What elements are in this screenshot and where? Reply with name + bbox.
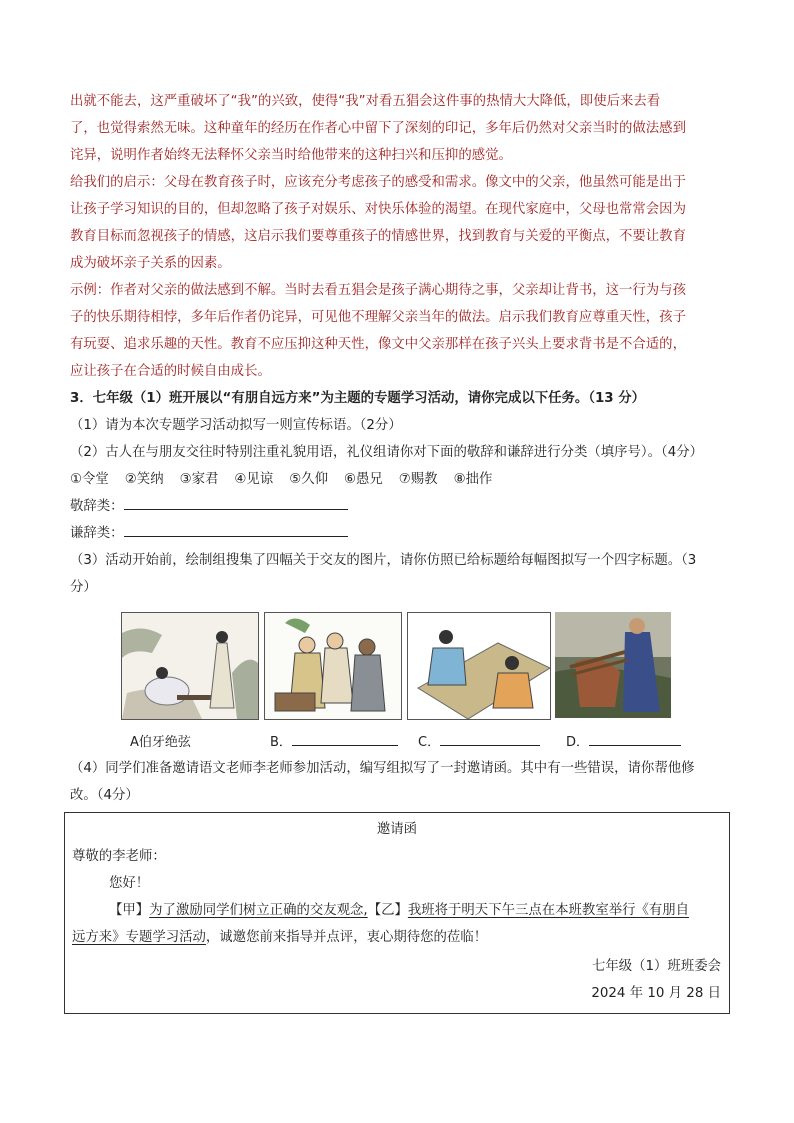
caption-c [418,731,540,750]
sub-question-3-line: （3）活动开始前，绘制组搜集了四幅关于交友的图片，请你仿照已给标题给每幅图拟写一个四字标题。（3 [70,553,697,568]
humble-answer-blank[interactable] [124,522,348,537]
text-line: 给我们的启示：父母在教育孩子时，应该充分考虑孩子的感受和需求。像文中的父亲，他虽然可能是出于 [70,175,686,190]
illustration-two-seated-figures [408,613,550,719]
option-item: ①令堂 [70,472,109,487]
text-line: 让孩子学习知识的目的，但却忽略了孩子对娱乐、对快乐体验的渴望。在现代家庭中，父母也常常会因为 [70,202,686,217]
option-item: ⑥愚兄 [343,472,383,487]
text-line: 成为破坏亲子关系的因素。 [70,256,231,271]
answer-section [70,88,730,601]
option-item: ③家君 [179,472,219,487]
sentence-yi-part-1[interactable]: 我班将于明天下午三点在本班教室举行《有朋自 [407,903,690,918]
sub-question-2: （2）古人在与朋友交往时特别注重礼貌用语，礼仪组请你对下面的敬辞和谦辞进行分类（填序号）。（4分） [70,445,703,460]
text-line: 了，也觉得索然无味。这种童年的经历在作者心中留下了深刻的印记，多年后仍然对父亲当时的做法感到 [70,121,686,136]
painting-kneeling-figure [555,612,671,718]
text-line: 诧异，说明作者始终无法释怀父亲当时给他带来的这种扫兴和压抑的感觉。 [70,148,512,163]
letter-sender: 七年级（1）班班委会 [591,959,721,974]
option-item: ②笑纳 [124,472,164,487]
text-line: 教育目标而忽视孩子的情感，这启示我们要尊重孩子的情感世界，找到教育与关爱的平衡点，不要让教育 [70,229,686,244]
caption-d [566,731,681,750]
caption-c-blank[interactable] [440,733,540,746]
word-options [70,466,730,493]
letter-body-rest: ，诚邀您前来指导并点评，衷心期待您的莅临！ [205,930,488,945]
caption-d-label: D． [566,735,590,750]
sub-question-1: （1）请为本次专题学习活动拟写一则宣传标语。（2分） [70,418,402,433]
answer-paragraph-1 [70,88,730,169]
respect-label: 敬辞类： [70,499,124,514]
marker-yi: 【乙】 [367,903,408,918]
caption-b-label: B． [270,735,292,750]
ink-painting-illustration [122,613,258,719]
friendship-images [121,612,681,720]
humble-words-row [70,520,730,547]
option-item: ④见谅 [234,472,274,487]
caption-a: A伯牙绝弦 [130,735,191,750]
letter-date: 2024 年 10 月 28 日 [591,986,721,1001]
respect-words-row [70,493,730,520]
humble-label: 谦辞类： [70,526,124,541]
letter-greeting: 您好！ [109,876,150,891]
text-line: 出就不能去，这严重破坏了“我”的兴致，使得“我”对看五猖会这件事的热情大大降低，即使后来去看 [70,94,661,109]
letter-body-line-1 [109,897,689,925]
question-3-title: 3．七年级（1）班开展以“有朋自远方来”为主题的专题学习活动，请你完成以下任务。（13 分） [70,391,646,406]
sub-question-4-line: 改。（4分） [70,788,139,803]
illustration-three-figures [265,613,401,719]
image-d-carrying-thorns [555,612,671,718]
image-a-boya-zither [121,612,259,720]
text-line: 有玩耍、追求乐趣的天性。教育不应压抑这种天性，像文中父亲那样在孩子兴头上要求背书是不合适的， [70,337,686,352]
image-captions [0,731,794,751]
letter-body-line-2 [72,924,487,952]
text-line: 应让孩子在合适的时候自由成长。 [70,364,271,379]
caption-d-blank[interactable] [589,733,681,746]
sub-question-4-line: （4）同学们准备邀请语文老师李老师参加活动，编写组拟写了一封邀请函。其中有一些错误，请你帮他修 [70,761,695,776]
caption-c-label: C． [418,735,441,750]
caption-b [270,731,398,750]
image-c-cutting-mat [407,612,551,720]
text-line: 子的快乐期待相悖，多年后作者仍诧异，可见他不理解父亲当年的做法。启示我们教育应尊重天性，孩子 [70,310,686,325]
answer-paragraph-2 [70,169,730,277]
sentence-yi-part-2[interactable]: 远方来》专题学习活动 [72,930,206,945]
marker-jia: 【甲】 [109,903,150,918]
image-b-three-brothers [264,612,402,720]
sub-question-3-line: 分） [70,580,97,595]
option-item: ⑦赐教 [398,472,438,487]
option-item: ⑧拙作 [453,472,493,487]
sub-question-4 [70,755,730,809]
option-item: ⑤久仰 [289,472,328,487]
caption-b-blank[interactable] [292,733,398,746]
letter-salutation: 尊敬的李老师： [72,849,166,864]
invitation-letter-box [64,812,730,1014]
letter-title: 邀请函 [376,822,418,837]
text-line: 示例：作者对父亲的做法感到不解。当时去看五猖会是孩子满心期待之事，父亲却让背书，这一行为与孩 [70,283,686,298]
sentence-jia[interactable]: 为了激励同学们树立正确的交友观念, [149,903,368,918]
respect-answer-blank[interactable] [124,495,348,510]
answer-paragraph-3 [70,277,730,385]
